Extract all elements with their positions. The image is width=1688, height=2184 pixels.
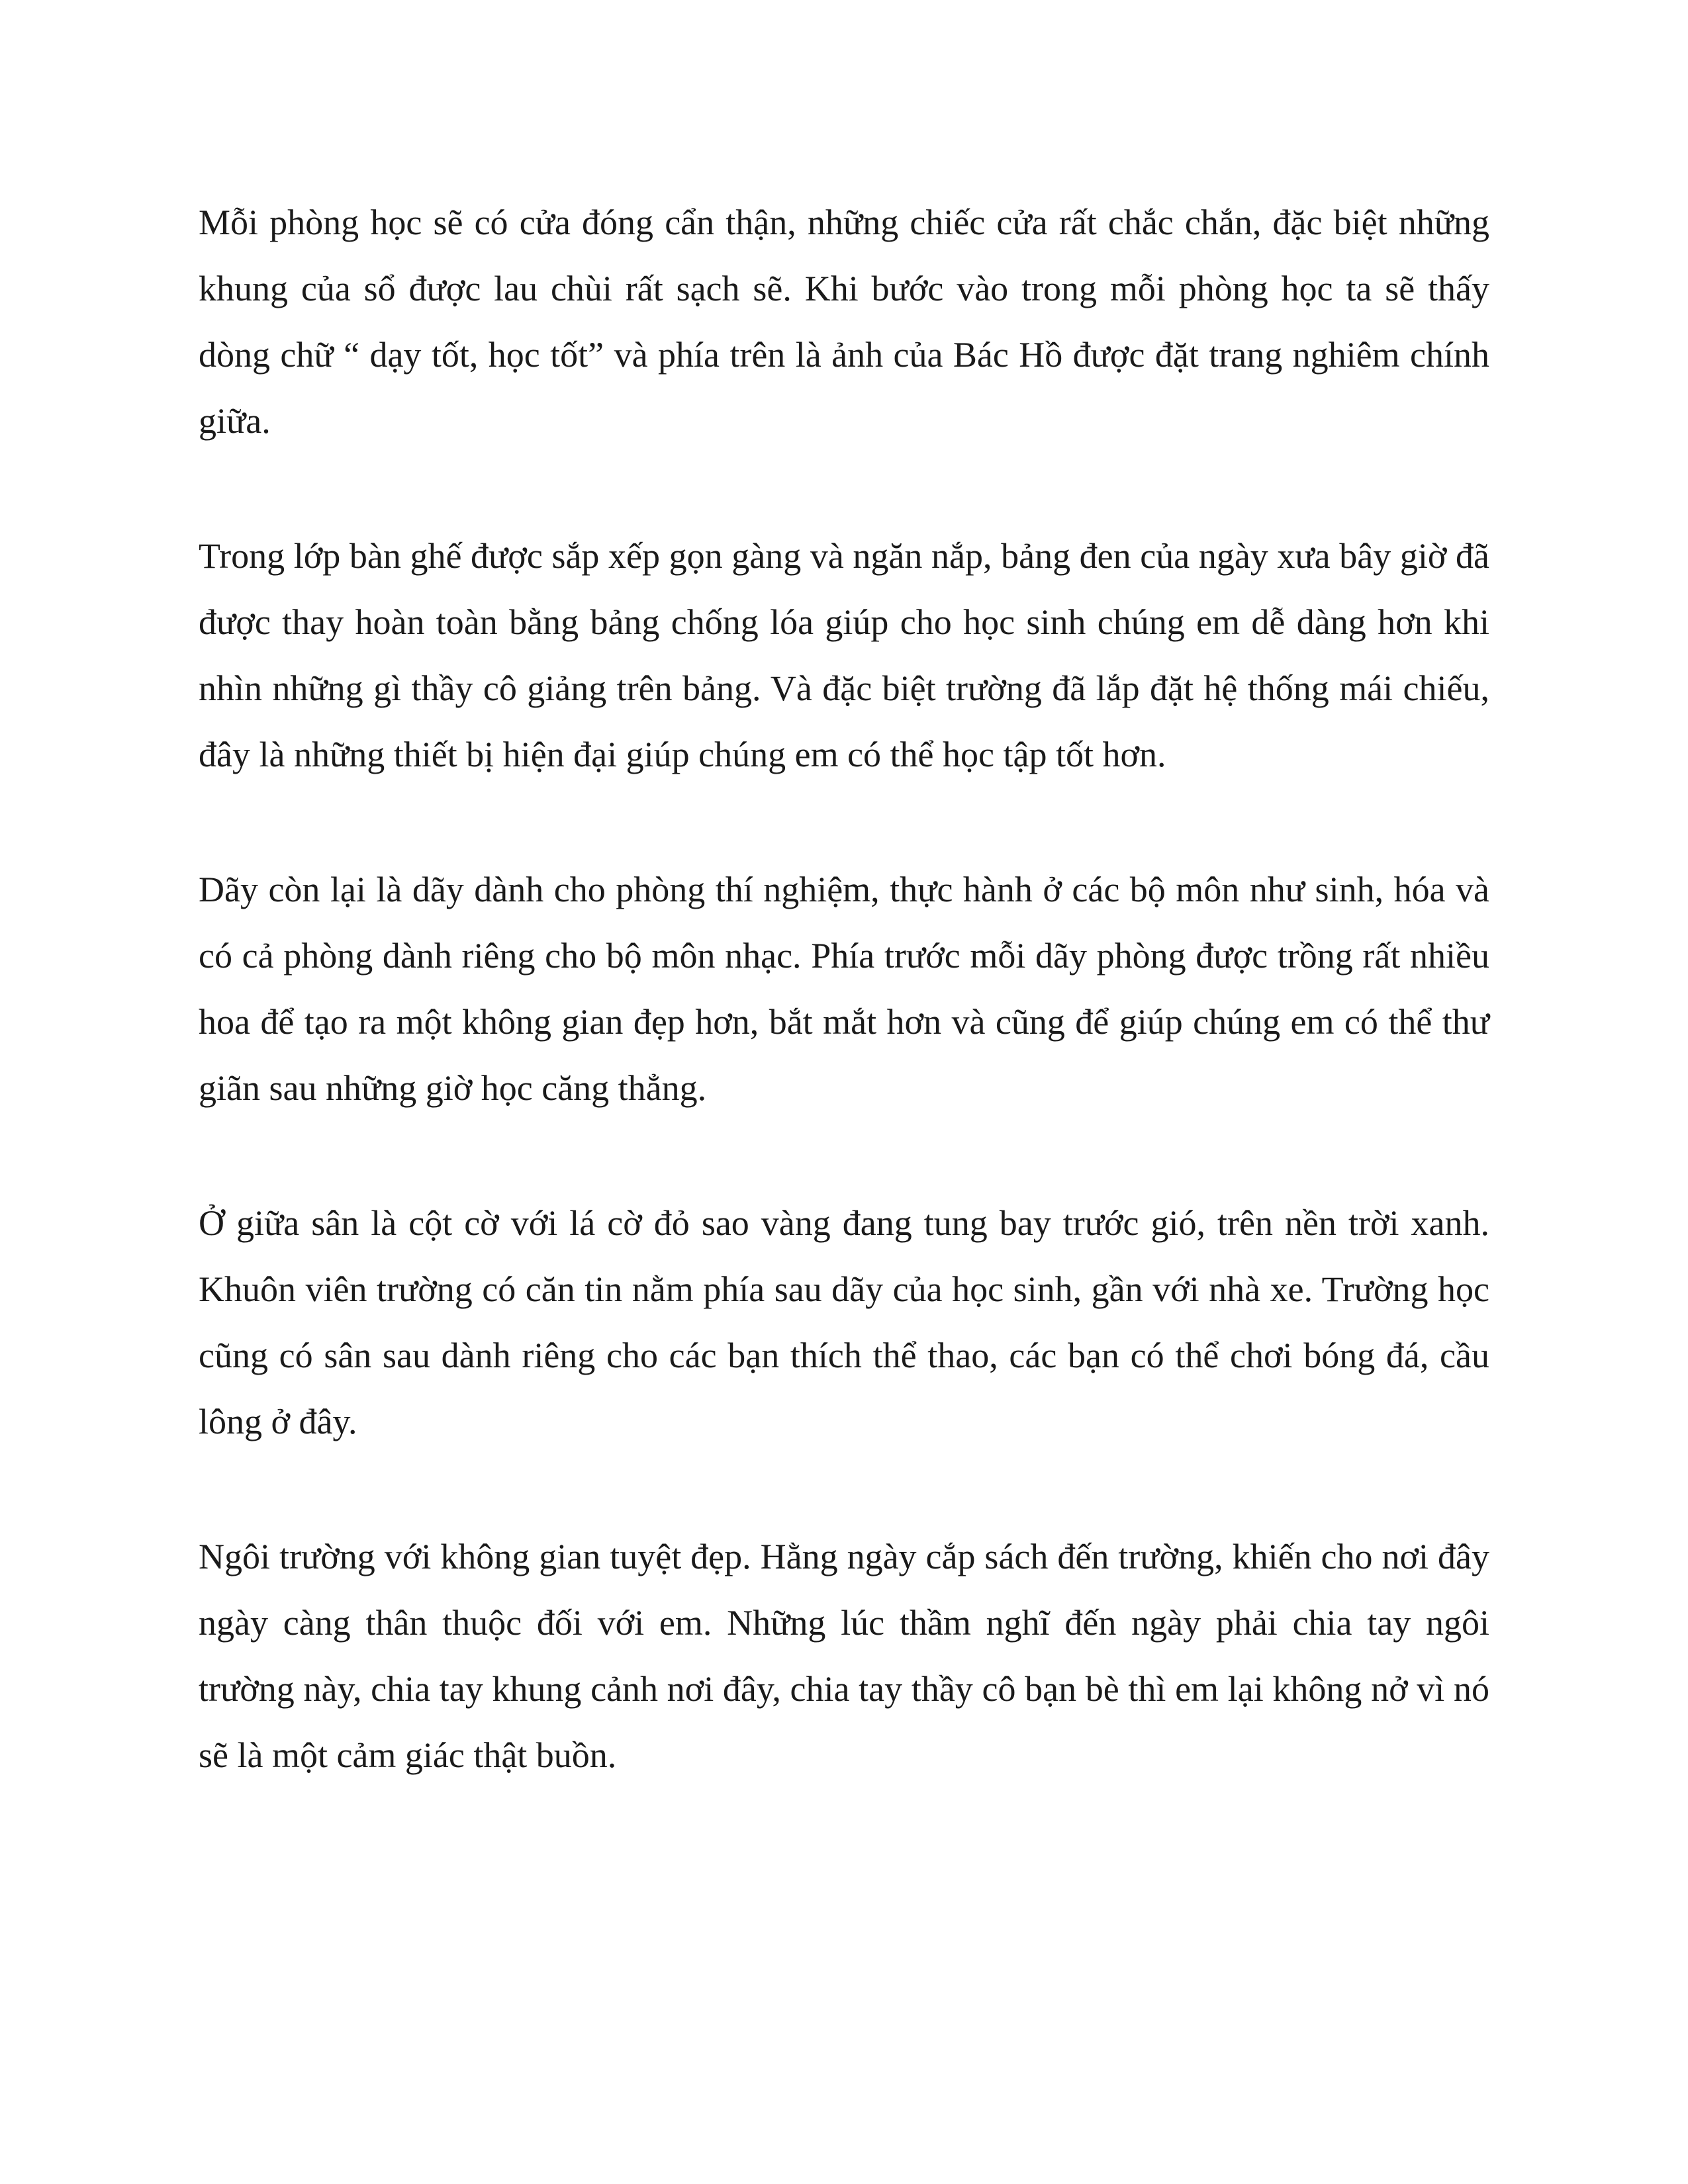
document-body (199, 189, 1489, 1788)
paragraph-schoolyard: Ở giữa sân là cột cờ với lá cờ đỏ sao vàng đang tung bay trước gió, trên nền trời xanh. Khuôn viên trường có căn tin nằm phía sau dãy của học sinh, gần với nhà xe. Trường học cũng có sân sau dành riêng cho các bạn thích thể thao, các bạn có thể chơi bóng đá, cầu lông ở đây. (199, 1203, 1489, 1441)
paragraph-classroom-doors: Mỗi phòng học sẽ có cửa đóng cẩn thận, những chiếc cửa rất chắc chắn, đặc biệt những khung của sổ được lau chùi rất sạch sẽ. Khi bước vào trong mỗi phòng học ta sẽ thấy dòng chữ “ dạy tốt, học tốt” và phía trên là ảnh của Bác Hồ được đặt trang nghiêm chính giữa. (199, 203, 1489, 441)
paragraph-conclusion: Ngôi trường với không gian tuyệt đẹp. Hằng ngày cắp sách đến trường, khiến cho nơi đây ngày càng thân thuộc đối với em. Những lúc thầm nghĩ đến ngày phải chia tay ngôi trường này, chia tay khung cảnh nơi đây, chia tay thầy cô bạn bè thì em lại không nở vì nó sẽ là một cảm giác thật buồn. (199, 1537, 1489, 1775)
paragraph-laboratory-wing: Dãy còn lại là dãy dành cho phòng thí nghiệm, thực hành ở các bộ môn như sinh, hóa và có cả phòng dành riêng cho bộ môn nhạc. Phía trước mỗi dãy phòng được trồng rất nhiều hoa để tạo ra một không gian đẹp hơn, bắt mắt hơn và cũng để giúp chúng em có thể thư giãn sau những giờ học căng thẳng. (199, 870, 1489, 1108)
paragraph-classroom-furniture: Trong lớp bàn ghế được sắp xếp gọn gàng và ngăn nắp, bảng đen của ngày xưa bây giờ đã được thay hoàn toàn bằng bảng chống lóa giúp cho học sinh chúng em dễ dàng hơn khi nhìn những gì thầy cô giảng trên bảng. Và đặc biệt trường đã lắp đặt hệ thống mái chiếu, đây là những thiết bị hiện đại giúp chúng em có thể học tập tốt hơn. (199, 536, 1489, 774)
